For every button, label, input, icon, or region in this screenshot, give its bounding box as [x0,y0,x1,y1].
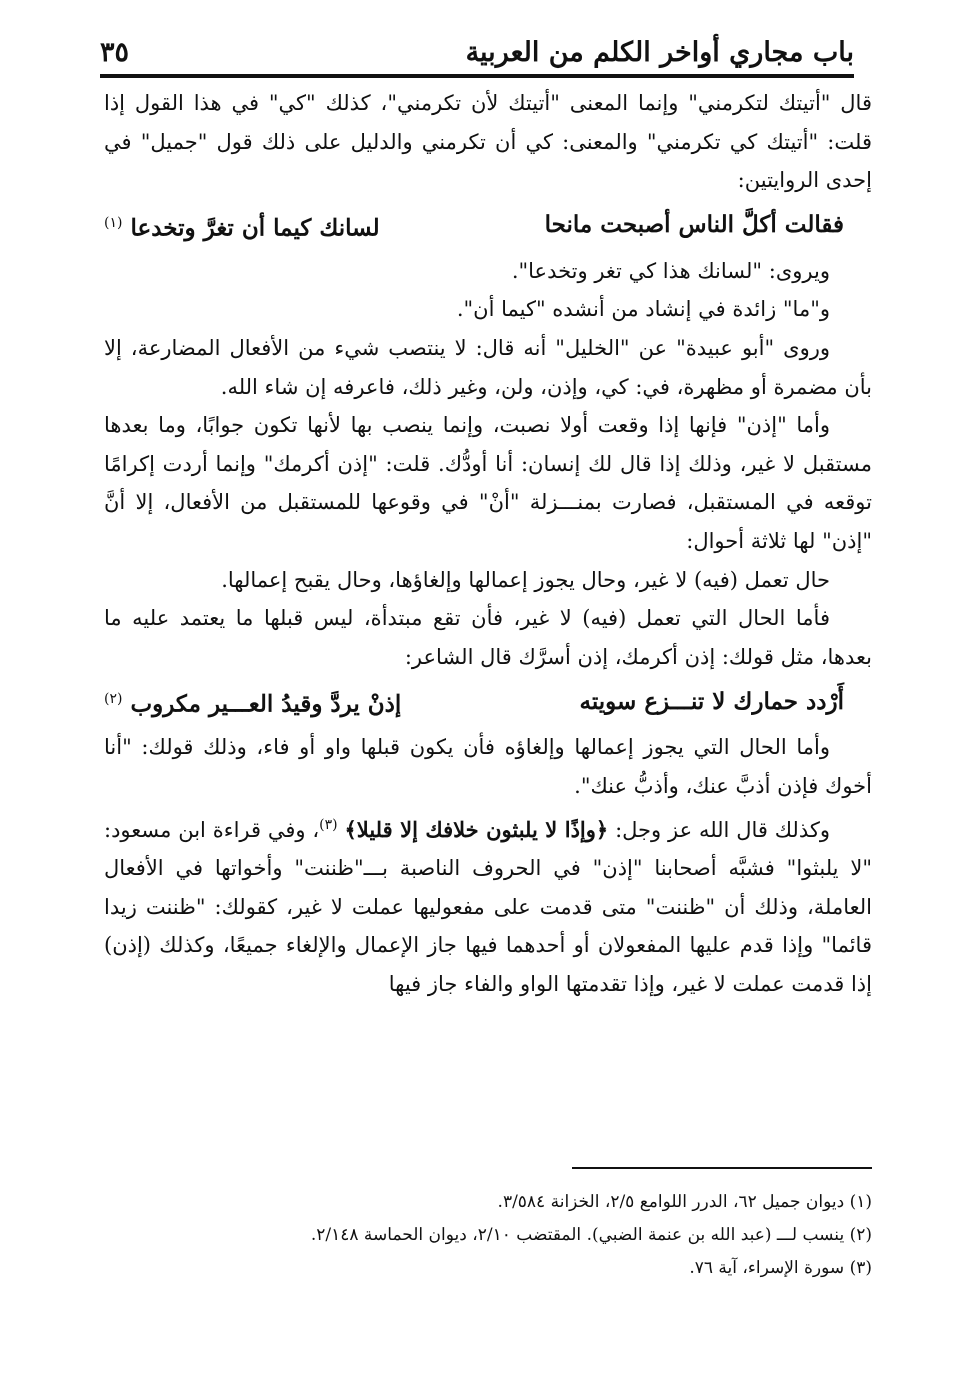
header-divider [100,74,854,78]
paragraph-9-intro: وكذلك قال الله عز وجل: [615,817,830,842]
verse-1 [104,200,872,252]
main-text [104,84,872,1003]
footnote-ref-1: (١) [104,214,123,231]
paragraph-9-rest: ، وفي قراءة ابن مسعود: "لا يلبثوا" فشبَّه أصحابنا "إذن" في الحروف الناصبة بـــ"ظننت" وأخواتها في الأفعال العاملة، وذلك أن "ظننت" متى قدمت على مفعوليها عملت لا غير، كقولك: "ظننت زيدا قائما" وإذا قدم عليها المفعولان أو أحدهما فيها جاز الإعمال والإلغاء جميعًا، وكذلك (إذن) إذا قدمت عملت لا غير، وإذا تقدمتها الواو والفاء جاز فيها [104,817,872,996]
paragraph-5: وأما "إذن" فإنها إذا وقعت أولا نصبت، وإنما ينصب بها لأنها تكون جوابًا، وما بعدها مستقبل لا غير، وذلك إذا قال لك إنسان: أنا أودُّك. قلت: "إذن أكرمك" وإنما أردت إكرامًا توقعه في المستقبل، فصارت بمنـــزلة "أنْ" في وقوعها للمستقبل من الأفعال، إلا أنَّ "إذن" لها ثلاثة أحوال: [104,413,873,553]
footnote-3: (٣) سورة الإسراء، آية ٧٦. [689,1258,872,1278]
paragraph-8: وأما الحال التي يجوز إعمالها وإلغاؤه فأن يكون قبلها واو أو فاء، وذلك قولك: "أنا أخوك فإذن أذبَّ عنك، وأذبُّ عنك". [104,735,872,798]
quran-quote: ﴿وإذًا لا يلبثون خلافك إلا قليلا﴾ [344,816,609,842]
paragraph-7: فأما الحال التي تعمل (فيه) لا غير، فأن تقع مبتدأة، ليس قبلها ما يعتمد عليه ما بعدها، مثل قولك: إذن أكرمك، إذن أسرَّك قال الشاعر: [104,606,872,669]
verse-1-first-hemistich: فقالت أكلَّ الناس أصبحت مانحا [544,211,844,239]
verse-1-second-hemistich [104,204,380,248]
paragraph-2: ويروى: "لسانك هذا كي تغر وتخدعا". [511,258,830,283]
footnote-2: (٢) ينسب لـــ (عبد الله بن عنمة الضبي). المقتضب ٢/١٠، ديوان الحماسة ٢/١٤٨. [310,1225,872,1245]
footnotes [104,1186,872,1285]
verse-2 [104,676,872,728]
paragraph-9 [104,806,872,1004]
footnote-1: (١) ديوان جميل ٦٢، الدرر اللوامع ٢/٥، الخزانة ٣/٥٨٤. [497,1192,872,1212]
verse-2-second-text: إذنْ يردَّ وقيدُ العـــير مكروب [130,690,402,718]
verse-2-first-hemistich: أَرْدد حمارك لا تنـــزع سويته [579,688,844,716]
chapter-title: باب مجاري أواخر الكلم من العربية [465,37,854,68]
verse-1-second-text: لسانك كيما أن تغرَّ وتخدعا [130,214,380,242]
paragraph-1: قال "أتيتك لتكرمني" وإنما المعنى "أتيتك لأن تكرمني"، كذلك "كي" في هذا القول إذا قلت: "أتيتك كي تكرمني" والمعنى: كي أن تكرمني والدليل على ذلك قول "جميل" في إحدى الروايتين: [104,91,872,193]
paragraph-6: حال تعمل (فيه) لا غير، وحال يجوز إعمالها وإلغاؤها، وحال يقبح إعمالها. [221,567,830,592]
footnote-ref-2: (٢) [104,691,123,708]
paragraph-3: و"ما" زائدة في إنشاد من أنشده "كيما أن". [456,297,830,322]
verse-2-second-hemistich [104,680,401,724]
page-number: ٣٥ [100,37,130,68]
page-header [100,24,854,68]
paragraph-4: وروى "أبو عبيدة" عن "الخليل" أنه قال: لا ينتصب شيء من الأفعال المضارعة، إلا بأن مضمرة أو مظهرة، في: كي، وإذن، ولن، وغير ذلك، فاعرفه إن شاء الله. [104,335,872,399]
footnote-divider [572,1167,872,1169]
footnote-ref-3: (٣) [319,816,338,833]
